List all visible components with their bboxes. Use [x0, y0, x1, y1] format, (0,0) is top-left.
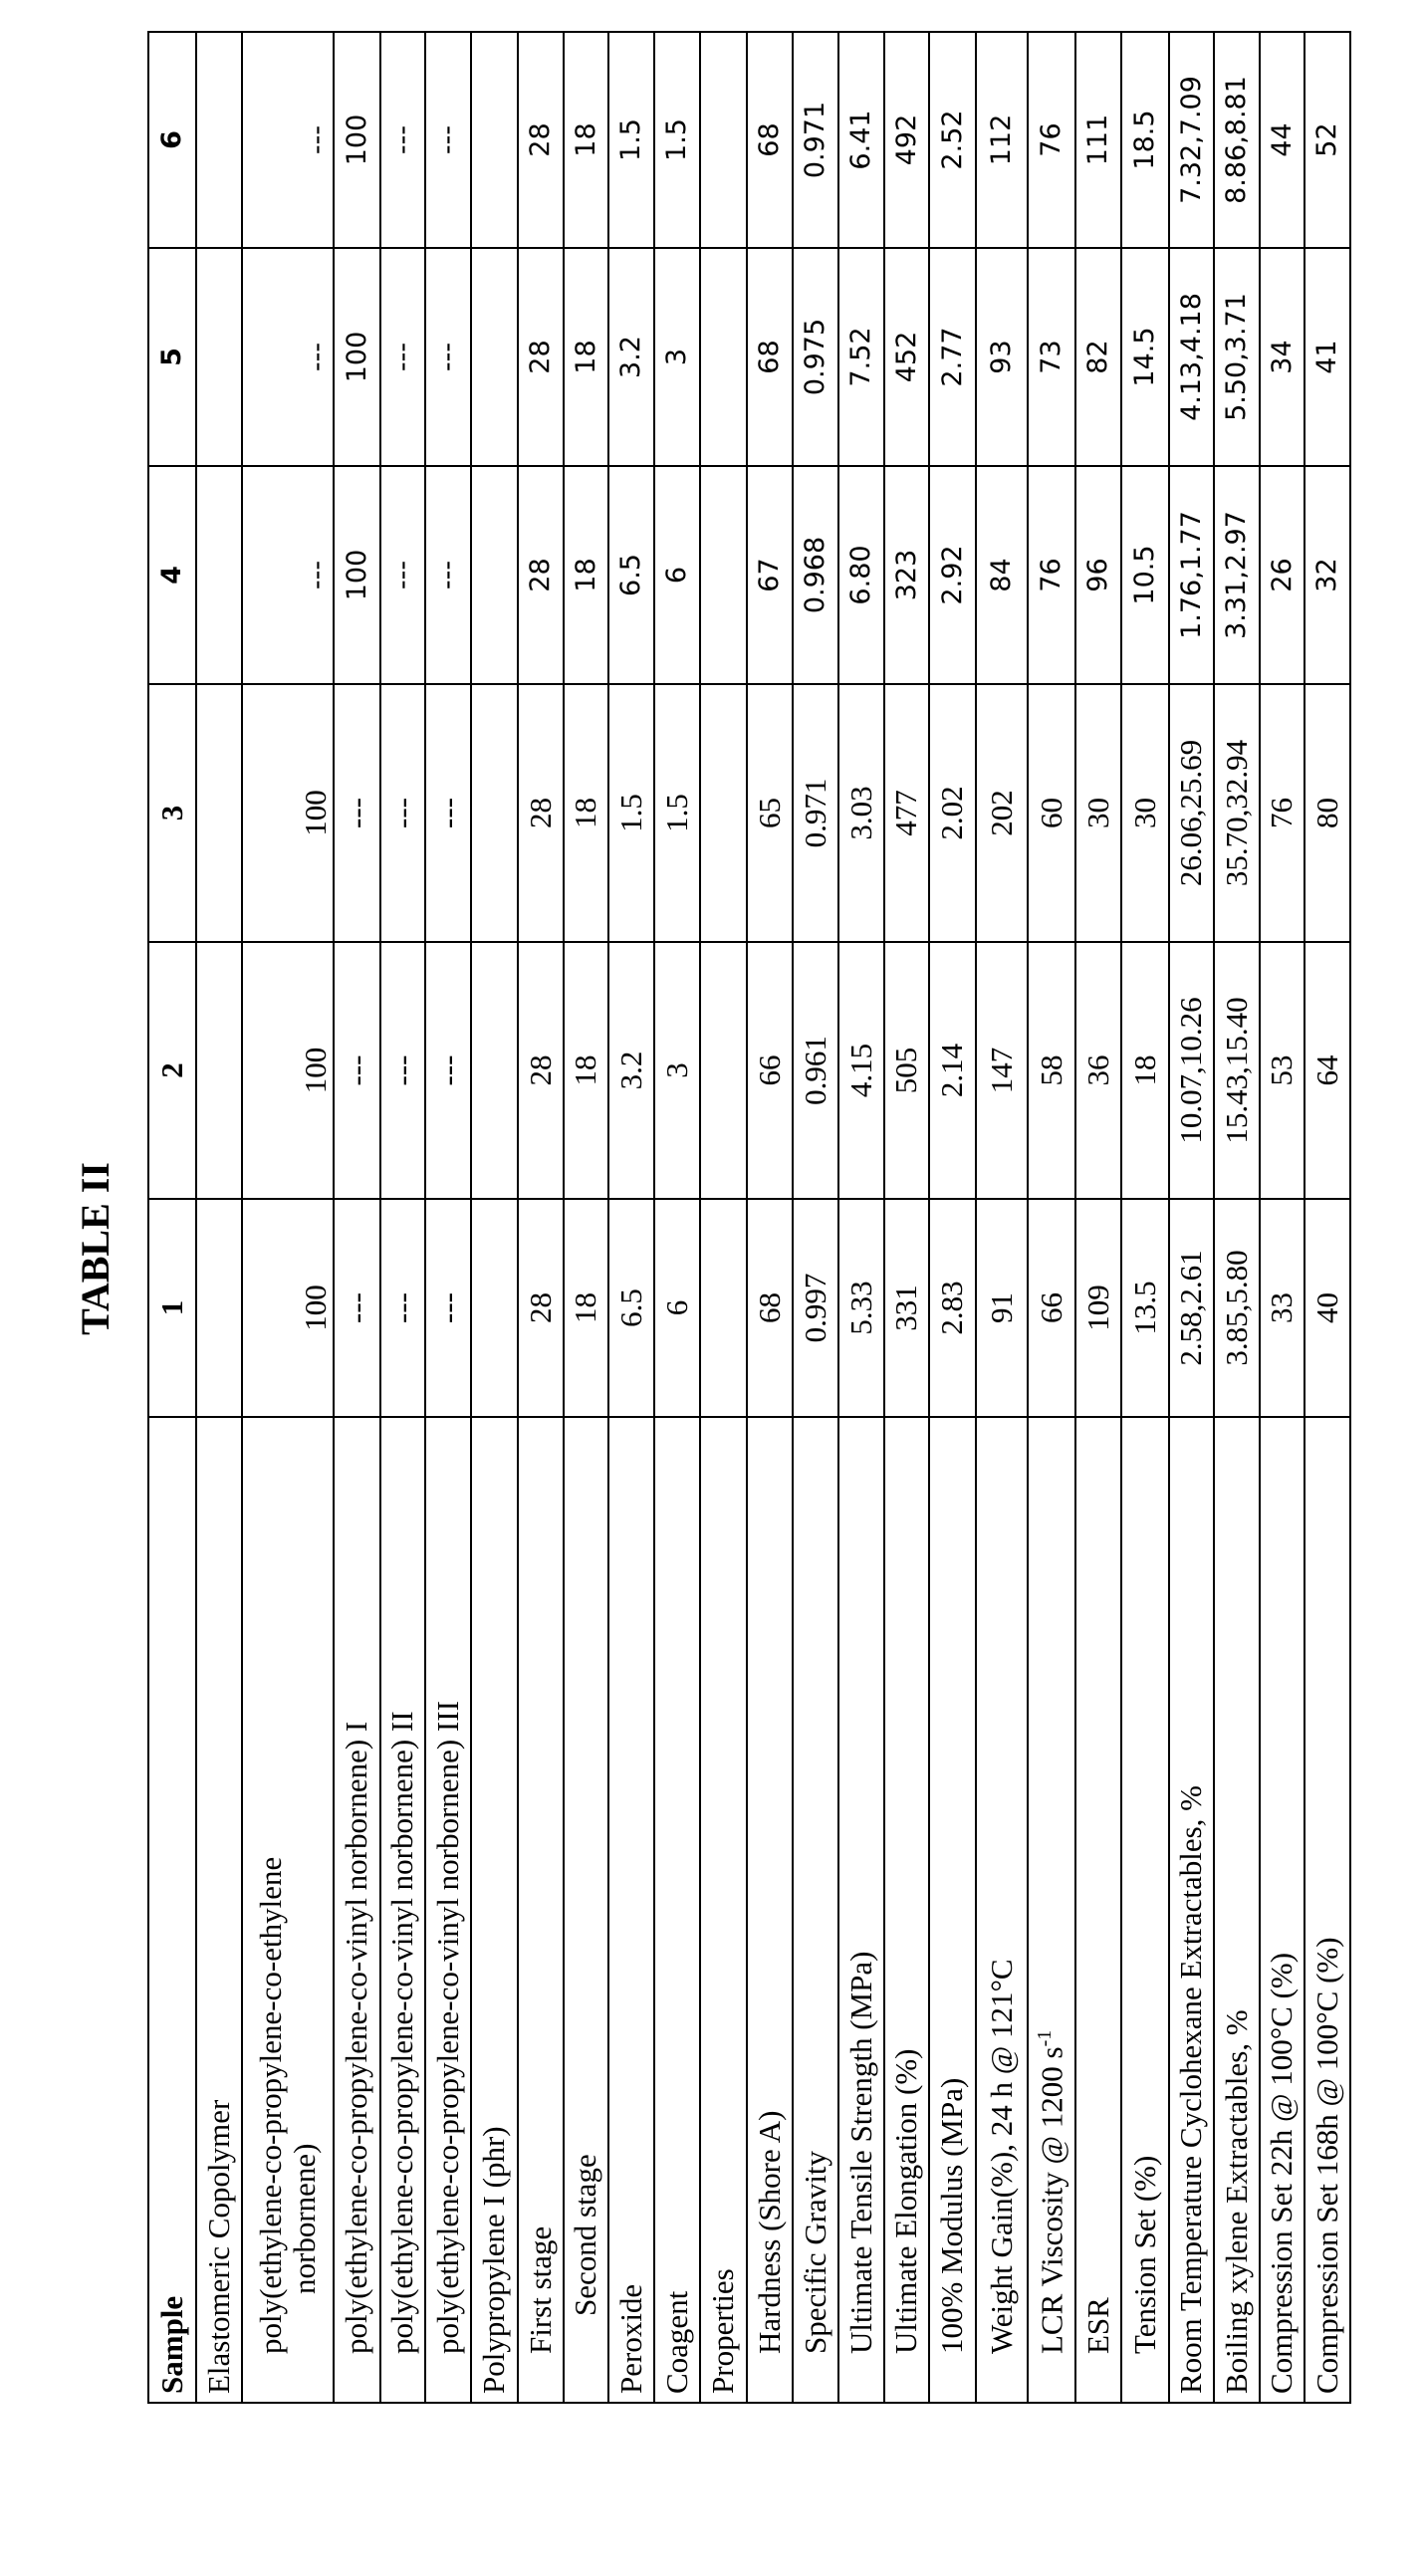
cell-sample-2: 28	[518, 942, 564, 1199]
cell-sample-6: 112	[976, 32, 1028, 248]
cell-sample-1: 331	[884, 1199, 929, 1417]
cell-sample-5: 28	[518, 248, 564, 466]
cell-sample-2: 4.15	[838, 942, 884, 1199]
row-label	[196, 1417, 242, 2403]
properties-table	[147, 31, 1351, 2404]
table-row	[518, 32, 564, 2403]
cell-sample-1: 66	[1028, 1199, 1075, 1417]
cell-sample-6	[471, 32, 518, 248]
table-row	[242, 32, 334, 2403]
cell-sample-6: 44	[1260, 32, 1304, 248]
cell-sample-3: 100	[242, 684, 334, 942]
cell-sample-3: 0.971	[793, 684, 838, 942]
cell-sample-1: ---	[380, 1199, 425, 1417]
cell-sample-5: 3	[654, 248, 700, 466]
cell-sample-5: 4.13,4.18	[1169, 248, 1214, 466]
cell-sample-3: 80	[1304, 684, 1350, 942]
row-label	[1304, 1417, 1350, 2403]
cell-sample-5: 3.2	[608, 248, 654, 466]
cell-sample-1: 5.33	[838, 1199, 884, 1417]
table-row	[425, 32, 471, 2403]
table-row	[1028, 32, 1075, 2403]
cell-sample-1: 6	[654, 1199, 700, 1417]
row-label-text: Ultimate Elongation (%)	[888, 2049, 923, 2354]
cell-sample-2	[471, 942, 518, 1199]
row-label	[1121, 1417, 1169, 2403]
cell-sample-2: 147	[976, 942, 1028, 1199]
cell-sample-1: 40	[1304, 1199, 1350, 1417]
cell-sample-4: 84	[976, 466, 1028, 684]
cell-sample-4: 100	[334, 466, 380, 684]
row-label-text: LCR Viscosity @ 1200 s	[1035, 2046, 1069, 2354]
cell-sample-1: 2.58,2.61	[1169, 1199, 1214, 1417]
row-label	[976, 1417, 1028, 2403]
row-label	[564, 1417, 608, 2403]
row-label-text: First stage	[523, 2226, 558, 2354]
cell-sample-6: 18.5	[1121, 32, 1169, 248]
cell-sample-4: 0.968	[793, 466, 838, 684]
row-label-text: Compression Set 22h @ 100°C (%)	[1264, 1953, 1299, 2394]
cell-sample-2: 53	[1260, 942, 1304, 1199]
row-label-text: ESR	[1080, 2297, 1115, 2354]
table-row	[1304, 32, 1350, 2403]
cell-sample-1: ---	[334, 1199, 380, 1417]
cell-sample-6: 28	[518, 32, 564, 248]
cell-sample-6: 492	[884, 32, 929, 248]
row-label-text: 100% Modulus (MPa)	[934, 2078, 969, 2354]
cell-sample-3: ---	[334, 684, 380, 942]
cell-sample-1: 3.85,5.80	[1214, 1199, 1260, 1417]
row-label-text: Elastomeric Copolymer	[201, 2100, 236, 2394]
cell-sample-1: 68	[747, 1199, 793, 1417]
cell-sample-5: 93	[976, 248, 1028, 466]
cell-sample-3: 60	[1028, 684, 1075, 942]
cell-sample-4: 26	[1260, 466, 1304, 684]
table-row	[608, 32, 654, 2403]
cell-sample-1: 6.5	[608, 1199, 654, 1417]
cell-sample-5: 18	[564, 248, 608, 466]
cell-sample-3: 35.70,32.94	[1214, 684, 1260, 942]
cell-sample-4: 2.92	[929, 466, 976, 684]
cell-sample-4: 28	[518, 466, 564, 684]
table-row	[929, 32, 976, 2403]
cell-sample-3: 28	[518, 684, 564, 942]
cell-sample-6: ---	[242, 32, 334, 248]
table-row	[564, 32, 608, 2403]
cell-sample-4	[196, 466, 242, 684]
cell-sample-6: 0.971	[793, 32, 838, 248]
cell-sample-2: 2.14	[929, 942, 976, 1199]
header-col-3: 3	[148, 684, 196, 942]
row-label	[518, 1417, 564, 2403]
cell-sample-4: ---	[242, 466, 334, 684]
row-label	[838, 1417, 884, 2403]
cell-sample-2: 3	[654, 942, 700, 1199]
table-row	[1214, 32, 1260, 2403]
cell-sample-5: 14.5	[1121, 248, 1169, 466]
row-label	[1075, 1417, 1121, 2403]
cell-sample-2	[196, 942, 242, 1199]
row-label	[425, 1417, 471, 2403]
cell-sample-2: 66	[747, 942, 793, 1199]
row-label-text: Room Temperature Cyclohexane Extractables, %	[1173, 1785, 1208, 2394]
cell-sample-4: 67	[747, 466, 793, 684]
cell-sample-2: 505	[884, 942, 929, 1199]
cell-sample-5: 41	[1304, 248, 1350, 466]
row-label-text: Compression Set 168h @ 100°C (%)	[1309, 1937, 1344, 2394]
cell-sample-3	[700, 684, 747, 942]
header-col-4: 4	[148, 466, 196, 684]
cell-sample-3: 26.06,25.69	[1169, 684, 1214, 942]
row-label-text: poly(ethylene-co-propylene-co-vinyl norbornene) II	[384, 1711, 419, 2354]
cell-sample-4: 32	[1304, 466, 1350, 684]
cell-sample-3	[196, 684, 242, 942]
row-label-text: Specific Gravity	[798, 2151, 832, 2354]
cell-sample-5: 34	[1260, 248, 1304, 466]
cell-sample-5: ---	[242, 248, 334, 466]
cell-sample-2: ---	[425, 942, 471, 1199]
cell-sample-3	[471, 684, 518, 942]
header-row	[148, 32, 196, 2403]
row-label	[1260, 1417, 1304, 2403]
cell-sample-1: 0.997	[793, 1199, 838, 1417]
cell-sample-2: ---	[334, 942, 380, 1199]
cell-sample-3: 202	[976, 684, 1028, 942]
table-row	[838, 32, 884, 2403]
cell-sample-1	[471, 1199, 518, 1417]
table-row	[471, 32, 518, 2403]
cell-sample-1	[700, 1199, 747, 1417]
cell-sample-4	[700, 466, 747, 684]
cell-sample-6: 8.86,8.81	[1214, 32, 1260, 248]
row-label	[700, 1417, 747, 2403]
cell-sample-5: ---	[380, 248, 425, 466]
row-label	[654, 1417, 700, 2403]
cell-sample-3: 76	[1260, 684, 1304, 942]
cell-sample-4: 18	[564, 466, 608, 684]
cell-sample-6: ---	[380, 32, 425, 248]
cell-sample-4: 6	[654, 466, 700, 684]
cell-sample-2: 18	[564, 942, 608, 1199]
cell-sample-3: 2.02	[929, 684, 976, 942]
cell-sample-1: 91	[976, 1199, 1028, 1417]
cell-sample-2: ---	[380, 942, 425, 1199]
cell-sample-5: 100	[334, 248, 380, 466]
row-label	[1169, 1417, 1214, 2403]
cell-sample-3: 1.5	[608, 684, 654, 942]
cell-sample-3: 18	[564, 684, 608, 942]
row-label-text: poly(ethylene-co-propylene-co-vinyl norbornene) III	[430, 1701, 465, 2354]
cell-sample-5: 2.77	[929, 248, 976, 466]
row-label-text: Properties	[705, 2268, 740, 2394]
cell-sample-2: 15.43,15.40	[1214, 942, 1260, 1199]
row-label-text: Second stage	[568, 2154, 602, 2316]
cell-sample-5	[196, 248, 242, 466]
cell-sample-5	[471, 248, 518, 466]
cell-sample-5: 68	[747, 248, 793, 466]
cell-sample-6: 1.5	[654, 32, 700, 248]
table-row	[793, 32, 838, 2403]
cell-sample-1: 18	[564, 1199, 608, 1417]
cell-sample-4	[471, 466, 518, 684]
cell-sample-2: 0.961	[793, 942, 838, 1199]
table-title: TABLE II	[76, 1162, 116, 1335]
row-label-text: poly(ethylene-co-propylene-co-vinyl norbornene) I	[339, 1722, 373, 2354]
cell-sample-6: ---	[425, 32, 471, 248]
row-label	[334, 1417, 380, 2403]
row-label	[471, 1417, 518, 2403]
cell-sample-4: 323	[884, 466, 929, 684]
header-col-6: 6	[148, 32, 196, 248]
cell-sample-4: 3.31,2.97	[1214, 466, 1260, 684]
header-col-1: 1	[148, 1199, 196, 1417]
cell-sample-2: 10.07,10.26	[1169, 942, 1214, 1199]
row-label-text: Tension Set (%)	[1127, 2156, 1162, 2354]
table-row	[700, 32, 747, 2403]
cell-sample-3: 3.03	[838, 684, 884, 942]
cell-sample-6: 52	[1304, 32, 1350, 248]
cell-sample-5: 73	[1028, 248, 1075, 466]
cell-sample-2: 36	[1075, 942, 1121, 1199]
cell-sample-4: 6.80	[838, 466, 884, 684]
table-row	[654, 32, 700, 2403]
row-label	[242, 1417, 334, 2403]
cell-sample-3: 1.5	[654, 684, 700, 942]
cell-sample-1: ---	[425, 1199, 471, 1417]
cell-sample-4: 10.5	[1121, 466, 1169, 684]
cell-sample-6: 6.41	[838, 32, 884, 248]
cell-sample-5: 0.975	[793, 248, 838, 466]
cell-sample-2: 18	[1121, 942, 1169, 1199]
row-label-text: Hardness (Shore A)	[752, 2110, 787, 2354]
cell-sample-4: ---	[425, 466, 471, 684]
cell-sample-3: 65	[747, 684, 793, 942]
row-label-text: Coagent	[659, 2291, 694, 2394]
row-label-text: norbornene)	[288, 1426, 322, 2354]
cell-sample-3: ---	[425, 684, 471, 942]
table-row	[1169, 32, 1214, 2403]
table-row	[747, 32, 793, 2403]
cell-sample-6: 111	[1075, 32, 1121, 248]
cell-sample-1: 109	[1075, 1199, 1121, 1417]
cell-sample-1: 13.5	[1121, 1199, 1169, 1417]
row-label-text: Ultimate Tensile Strength (MPa)	[843, 1952, 878, 2355]
row-label	[1028, 1417, 1075, 2403]
row-label	[884, 1417, 929, 2403]
table-row	[380, 32, 425, 2403]
cell-sample-6: 68	[747, 32, 793, 248]
cell-sample-6: 7.32,7.09	[1169, 32, 1214, 248]
cell-sample-5: ---	[425, 248, 471, 466]
row-label-text: Weight Gain(%), 24 h @ 121°C	[984, 1959, 1019, 2354]
cell-sample-2: 100	[242, 942, 334, 1199]
cell-sample-1: 100	[242, 1199, 334, 1417]
cell-sample-2: 3.2	[608, 942, 654, 1199]
cell-sample-6: 18	[564, 32, 608, 248]
header-col-5: 5	[148, 248, 196, 466]
cell-sample-4: 1.76,1.77	[1169, 466, 1214, 684]
cell-sample-6	[700, 32, 747, 248]
row-label	[1214, 1417, 1260, 2403]
table-row	[196, 32, 242, 2403]
row-label-text: poly(ethylene-co-propylene-co-ethylene	[254, 1426, 288, 2354]
row-label	[793, 1417, 838, 2403]
table-row	[1260, 32, 1304, 2403]
cell-sample-2: 64	[1304, 942, 1350, 1199]
cell-sample-6: 1.5	[608, 32, 654, 248]
table-row	[1121, 32, 1169, 2403]
cell-sample-3: 477	[884, 684, 929, 942]
cell-sample-6	[196, 32, 242, 248]
cell-sample-6: 76	[1028, 32, 1075, 248]
cell-sample-2	[700, 942, 747, 1199]
cell-sample-3: 30	[1075, 684, 1121, 942]
cell-sample-5: 82	[1075, 248, 1121, 466]
row-label	[608, 1417, 654, 2403]
cell-sample-4: 6.5	[608, 466, 654, 684]
table-row	[884, 32, 929, 2403]
cell-sample-4: 76	[1028, 466, 1075, 684]
cell-sample-2: 58	[1028, 942, 1075, 1199]
cell-sample-3: 30	[1121, 684, 1169, 942]
row-label	[747, 1417, 793, 2403]
cell-sample-3: ---	[380, 684, 425, 942]
table-row	[334, 32, 380, 2403]
cell-sample-5: 7.52	[838, 248, 884, 466]
cell-sample-1: 28	[518, 1199, 564, 1417]
cell-sample-1	[196, 1199, 242, 1417]
header-sample: Sample	[148, 1417, 196, 2403]
cell-sample-5	[700, 248, 747, 466]
cell-sample-1: 33	[1260, 1199, 1304, 1417]
row-label-superscript: -1	[1034, 2030, 1056, 2047]
cell-sample-4: 96	[1075, 466, 1121, 684]
row-label-text: Polypropylene I (phr)	[476, 2126, 511, 2394]
cell-sample-6: 2.52	[929, 32, 976, 248]
row-label	[380, 1417, 425, 2403]
rotated-table-container	[147, 33, 1350, 2404]
table-row	[976, 32, 1028, 2403]
row-label-text: Boiling xylene Extractables, %	[1219, 2009, 1254, 2394]
cell-sample-4: ---	[380, 466, 425, 684]
cell-sample-5: 5.50,3.71	[1214, 248, 1260, 466]
row-label-text: Peroxide	[613, 2284, 648, 2394]
header-col-2: 2	[148, 942, 196, 1199]
cell-sample-5: 452	[884, 248, 929, 466]
row-label	[929, 1417, 976, 2403]
table-row	[1075, 32, 1121, 2403]
cell-sample-1: 2.83	[929, 1199, 976, 1417]
cell-sample-6: 100	[334, 32, 380, 248]
